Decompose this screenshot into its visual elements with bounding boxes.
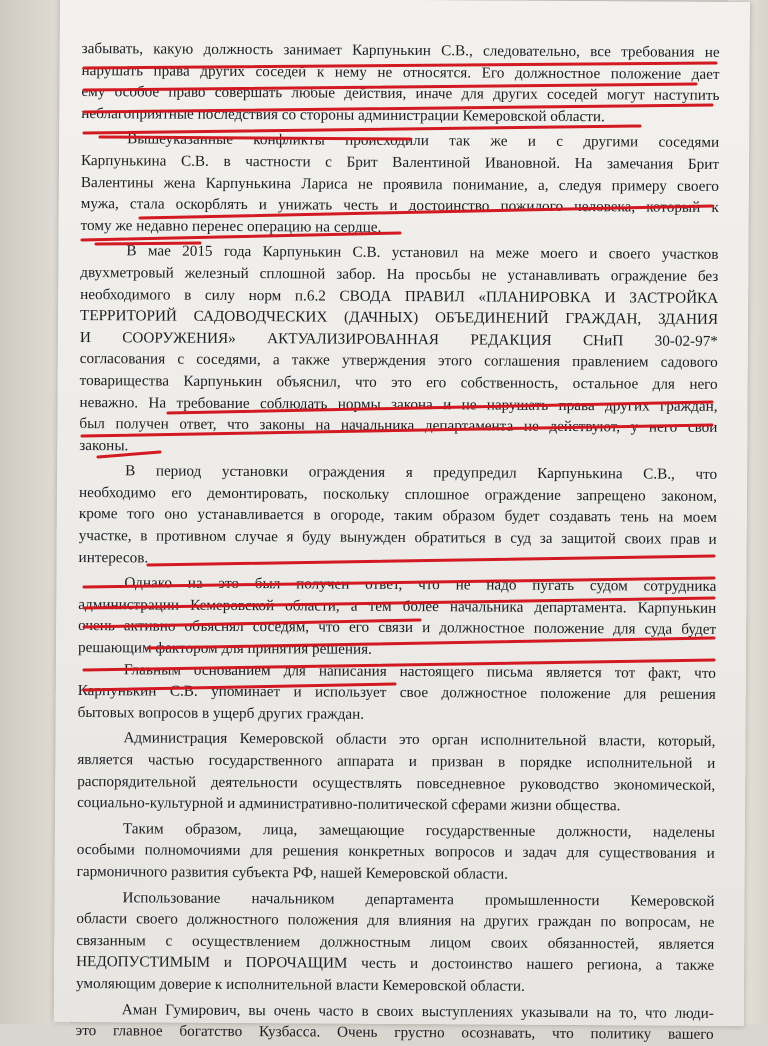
text-line: Таким образом, лица, замещающие государственные должности, наделены xyxy=(122,820,715,841)
paragraph xyxy=(77,818,715,887)
text-line: мужа, стала оскорблять и унижать честь и достоинство пожилого человека, который к xyxy=(80,195,719,217)
text-line: тому же недавно перенес операцию на сердце. xyxy=(80,216,382,236)
text-line: Карпунькин С.В. упоминает и использует свое должностное положение для решения xyxy=(77,682,716,704)
paragraph xyxy=(78,572,717,662)
text-line: интересов. xyxy=(78,548,149,567)
text-line: неблагоприятные последствия со стороны администрации Кемеровской области. xyxy=(81,104,605,126)
text-line: товарищества Карпунькин объяснил, что это его собственность, остальное для него xyxy=(79,371,718,393)
text-line: Главным основанием для написания настоящего письма является тот факт, что xyxy=(123,660,716,682)
document-body xyxy=(76,38,720,1046)
text-line: ТЕРРИТОРИЙ САДОВОДЧЕСКИХ (ДАЧНЫХ) ОБЪЕДИНЕНИЙ ГРАЖДАН, ЗДАНИЯ xyxy=(80,307,719,329)
text-line: Вышеуказанные конфликты происходили так же и с другими соседями xyxy=(127,130,720,152)
text-line: Однако на это был получен ответ, что не надо пугать судом сотрудника xyxy=(124,574,717,596)
text-line: В мае 2015 года Карпунькин С.В. установил на меже моего и своего участков xyxy=(126,242,719,264)
document-page xyxy=(54,0,750,1044)
paragraph xyxy=(79,240,718,460)
text-line: Карпунькина С.В. в частности с Брит Валентиной Ивановной. На замечания Брит xyxy=(80,151,720,173)
text-line: связанным с осуществлением должностным лицом своих обязанностей, является xyxy=(76,931,715,953)
text-line: двухметровый железный сплошной забор. На просьбы не устанавливать ограждение без xyxy=(80,263,719,285)
text-line: является частью государственного аппарата и призван в порядке исполнительной и xyxy=(77,751,716,772)
text-line: Администрация Кемеровской области это орган исполнительной власти, который, xyxy=(123,729,716,751)
paragraph xyxy=(78,659,716,728)
text-line: умоляющим доверие к исполнительной власти Кемеровской области. xyxy=(75,974,525,995)
text-line: необходимо его демонтировать, поскольку сплошное ограждение запрещено законом, xyxy=(78,483,718,505)
text-line: неважно. На требование соблюдать нормы закона и не нарушать права других граждан, xyxy=(79,393,718,415)
text-line: решающим фактором для принятия решения. xyxy=(77,639,372,658)
text-line: забывать, какую должность занимает Карпунькин С.В., следовательно, все требования не xyxy=(81,40,720,61)
text-line: необходимого в силу норм п.6.2 СВОДА ПРАВИЛ «ПЛАНИРОВКА И ЗАСТРОЙКА xyxy=(80,285,719,307)
text-line: очень активно объяснял соседям, что его связи и должностное положение для суда будет xyxy=(78,617,717,639)
paragraph xyxy=(76,999,714,1046)
text-line: администрации Кемеровской области, а тем более начальника департамента. Карпунькин xyxy=(78,595,717,617)
text-line: законы. xyxy=(79,436,129,455)
paragraph xyxy=(81,128,720,240)
text-line: распорядительной деятельности осуществлять повседневное руководство экономической, xyxy=(77,772,716,794)
text-line: области своего должностного положения для влияния на других граждан по вопросам, не xyxy=(76,910,715,932)
text-line: В период установки ограждения я предупредил Карпунькина С.В., что xyxy=(125,462,718,484)
text-line: нарушать права других соседей к нему не относятся. Его должностное положение дает xyxy=(81,61,720,83)
paragraph xyxy=(79,460,718,572)
paragraph xyxy=(81,38,720,128)
text-line: социально-культурной и административно-политической сферами жизни общества. xyxy=(77,794,621,815)
text-line: бытовых вопросов в ущерб других граждан. xyxy=(77,703,365,723)
text-line: Валентины жена Карпунькина Лариса не проявила понимание, а, следуя примеру своего xyxy=(80,173,719,195)
text-line: кроме того оно устанавливается в огороде, таким образом будет создавать тень на моем xyxy=(78,505,717,527)
paragraph xyxy=(77,727,716,817)
text-line: гармоничного развития субъекта РФ, нашей Кемеровской области. xyxy=(76,862,509,883)
text-line: особыми полномочиями для решения конкретных вопросов и задач для существования и xyxy=(76,841,715,863)
text-line: НЕДОПУСТИМЫМ и ПОРОЧАЩИМ честь и достоинство нашего региона, а также xyxy=(76,953,715,975)
text-line: И СООРУЖЕНИЯ» АКТУАЛИЗИРОВАННАЯ РЕДАКЦИЯ СНиП 30-02-97* xyxy=(79,328,718,350)
text-line: ему особое право совершать любые действия, иначе для других соседей могут наступить xyxy=(81,83,720,105)
text-line: Использование начальником департамента промышленности Кемеровской xyxy=(122,888,715,910)
text-line: Аман Гумирович, вы очень часто в своих выступлениях указывали на то, что люди- xyxy=(121,1000,714,1022)
text-line: был получен ответ, что законы на начальника департамента не действуют, у него свои xyxy=(79,415,718,437)
paragraph xyxy=(76,887,715,999)
text-line: участке, в противном случае я буду вынужден обратиться в суд за защитой своих прав и xyxy=(78,527,717,548)
text-line: согласования с соседями, а также утверждения этого соглашения правлением садового xyxy=(79,350,718,372)
text-line: это главное богатство Кузбасса. Очень грустно осознавать, что политику вашего xyxy=(75,1022,714,1044)
